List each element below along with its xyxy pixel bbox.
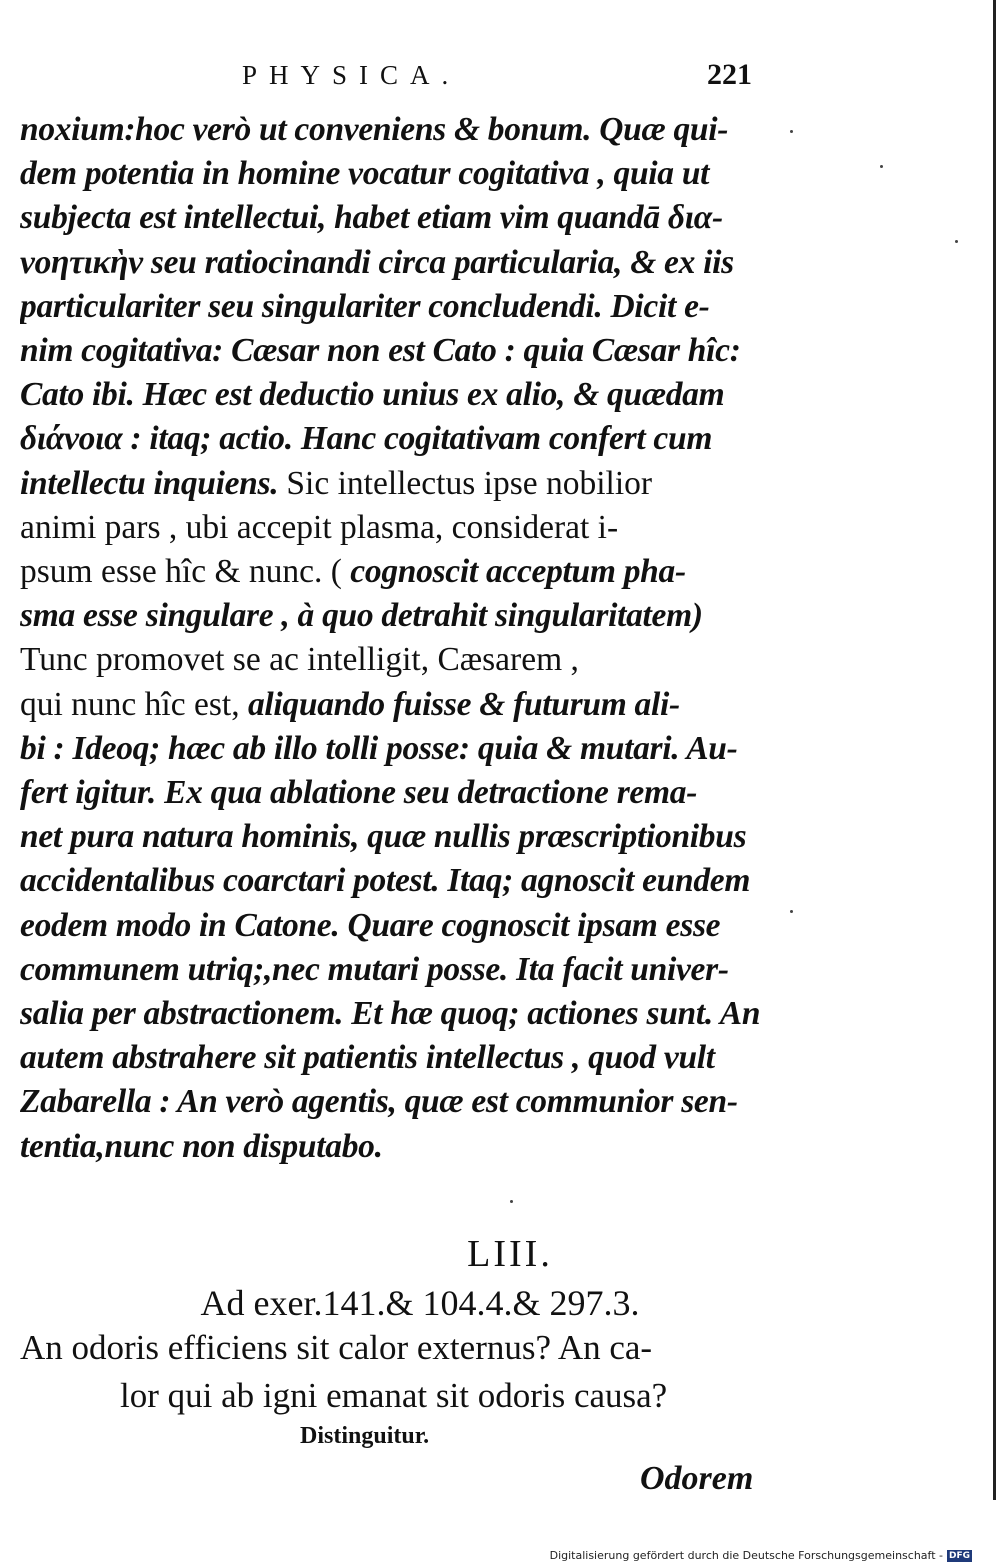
- text-line: [20, 373, 765, 417]
- section-reference: Ad exer.141.& 104.4.& 297.3.: [200, 1283, 640, 1323]
- text-line: [20, 462, 765, 506]
- ink-speck: [880, 165, 883, 168]
- italic-text: intellectu inquiens.: [20, 464, 287, 502]
- italic-text: noxium:hoc verò ut conveniens & bonum. Quæ qui-: [20, 111, 729, 148]
- text-line: [20, 196, 765, 240]
- text-line: [20, 771, 765, 815]
- catchword: Odorem: [640, 1460, 754, 1497]
- text-line: [20, 594, 765, 638]
- ink-speck: [790, 130, 793, 133]
- roman-text: qui nunc hîc est,: [20, 685, 248, 723]
- italic-text: sma esse singulare , à quo detrahit singularitatem): [20, 597, 703, 635]
- ink-speck: [955, 240, 958, 243]
- text-line: [20, 815, 765, 859]
- italic-text: fert igitur. Ex qua ablatione seu detractione rema-: [20, 774, 698, 811]
- text-line: [20, 550, 765, 594]
- italic-text: tentia,nunc non disputabo.: [20, 1127, 383, 1165]
- italic-text: autem abstrahere sit patientis intellectus , quod vult: [20, 1039, 715, 1077]
- text-line: [20, 683, 765, 727]
- text-line: [20, 417, 765, 461]
- italic-text: accidentalibus coarctari potest. Itaq; agnoscit eundem: [20, 862, 751, 900]
- roman-text: Sic intellectus ipse nobilior: [286, 464, 653, 502]
- roman-text: animi pars , ubi accepit plasma, considerat i-: [20, 508, 619, 546]
- roman-text: Tunc promovet se ac intelligit, Cæsarem ,: [20, 641, 579, 679]
- text-line: [20, 241, 765, 285]
- digitization-footer: [550, 1549, 972, 1562]
- page-header: [0, 60, 1000, 100]
- italic-text: subjecta est intellectui, habet etiam vim quandā δια-: [20, 199, 723, 237]
- section-number: LIII.: [467, 1233, 553, 1275]
- text-line: [20, 992, 765, 1036]
- italic-text: Cato ibi. Hæc est deductio unius ex alio, & quædam: [20, 376, 725, 414]
- ink-speck: [790, 910, 793, 913]
- text-line: [20, 285, 765, 329]
- footer-credit: Digitalisierung gefördert durch die Deutsche Forschungsgemeinschaft -: [549, 1549, 943, 1562]
- text-line: [20, 1080, 765, 1124]
- ink-speck: [510, 1200, 513, 1203]
- section-question-line-1: An odoris efficiens sit calor externus? An ca-: [20, 1328, 653, 1367]
- text-line: [20, 948, 765, 992]
- italic-text: Zabarella : An verò agentis, quæ est communior sen-: [20, 1083, 738, 1121]
- dfg-logo: DFG: [948, 1550, 970, 1561]
- text-line: [20, 1125, 765, 1169]
- italic-text: νοητικὴν seu ratiocinandi circa particularia, & ex iis: [20, 243, 734, 281]
- italic-text: nim cogitativa: Cæsar non est Cato : quia Cæsar hîc:: [20, 332, 741, 369]
- italic-text: communem utriq;,nec mutari posse. Ita facit univer-: [20, 950, 729, 988]
- roman-text: psum esse hîc & nunc. (: [20, 553, 351, 590]
- italic-text: aliquando fuisse & futurum ali-: [247, 685, 680, 723]
- section-distinguitur: Distinguitur.: [300, 1423, 430, 1449]
- text-line: [20, 727, 765, 771]
- italic-text: particulariter seu singulariter concludendi. Dicit e-: [20, 287, 710, 325]
- text-line: [20, 108, 765, 152]
- text-line: [20, 506, 765, 550]
- text-line: [20, 859, 765, 903]
- text-line: [20, 638, 765, 682]
- italic-text: net pura natura hominis, quæ nullis præscriptionibus: [20, 818, 747, 856]
- italic-text: διάνοια : itaq; actio. Hanc cogitativam confert cum: [20, 420, 713, 458]
- text-line: [20, 1036, 765, 1080]
- text-line: [20, 329, 765, 373]
- italic-text: salia per abstractionem. Et hæ quoq; actiones sunt. An: [20, 995, 761, 1032]
- italic-text: bi : Ideoq; hæc ab illo tolli posse: quia & mutari. Au-: [20, 729, 738, 767]
- text-line: [20, 904, 765, 948]
- section-question-line-2: lor qui ab igni emanat sit odoris causa?: [120, 1376, 668, 1415]
- running-title: PHYSICA.: [242, 60, 461, 90]
- text-line: [20, 152, 765, 196]
- italic-text: dem potentia in homine vocatur cogitativa , quia ut: [20, 155, 710, 193]
- italic-text: eodem modo in Catone. Quare cognoscit ipsam esse: [20, 906, 721, 944]
- page-number: 221: [707, 58, 752, 91]
- italic-text: cognoscit acceptum pha-: [350, 553, 686, 590]
